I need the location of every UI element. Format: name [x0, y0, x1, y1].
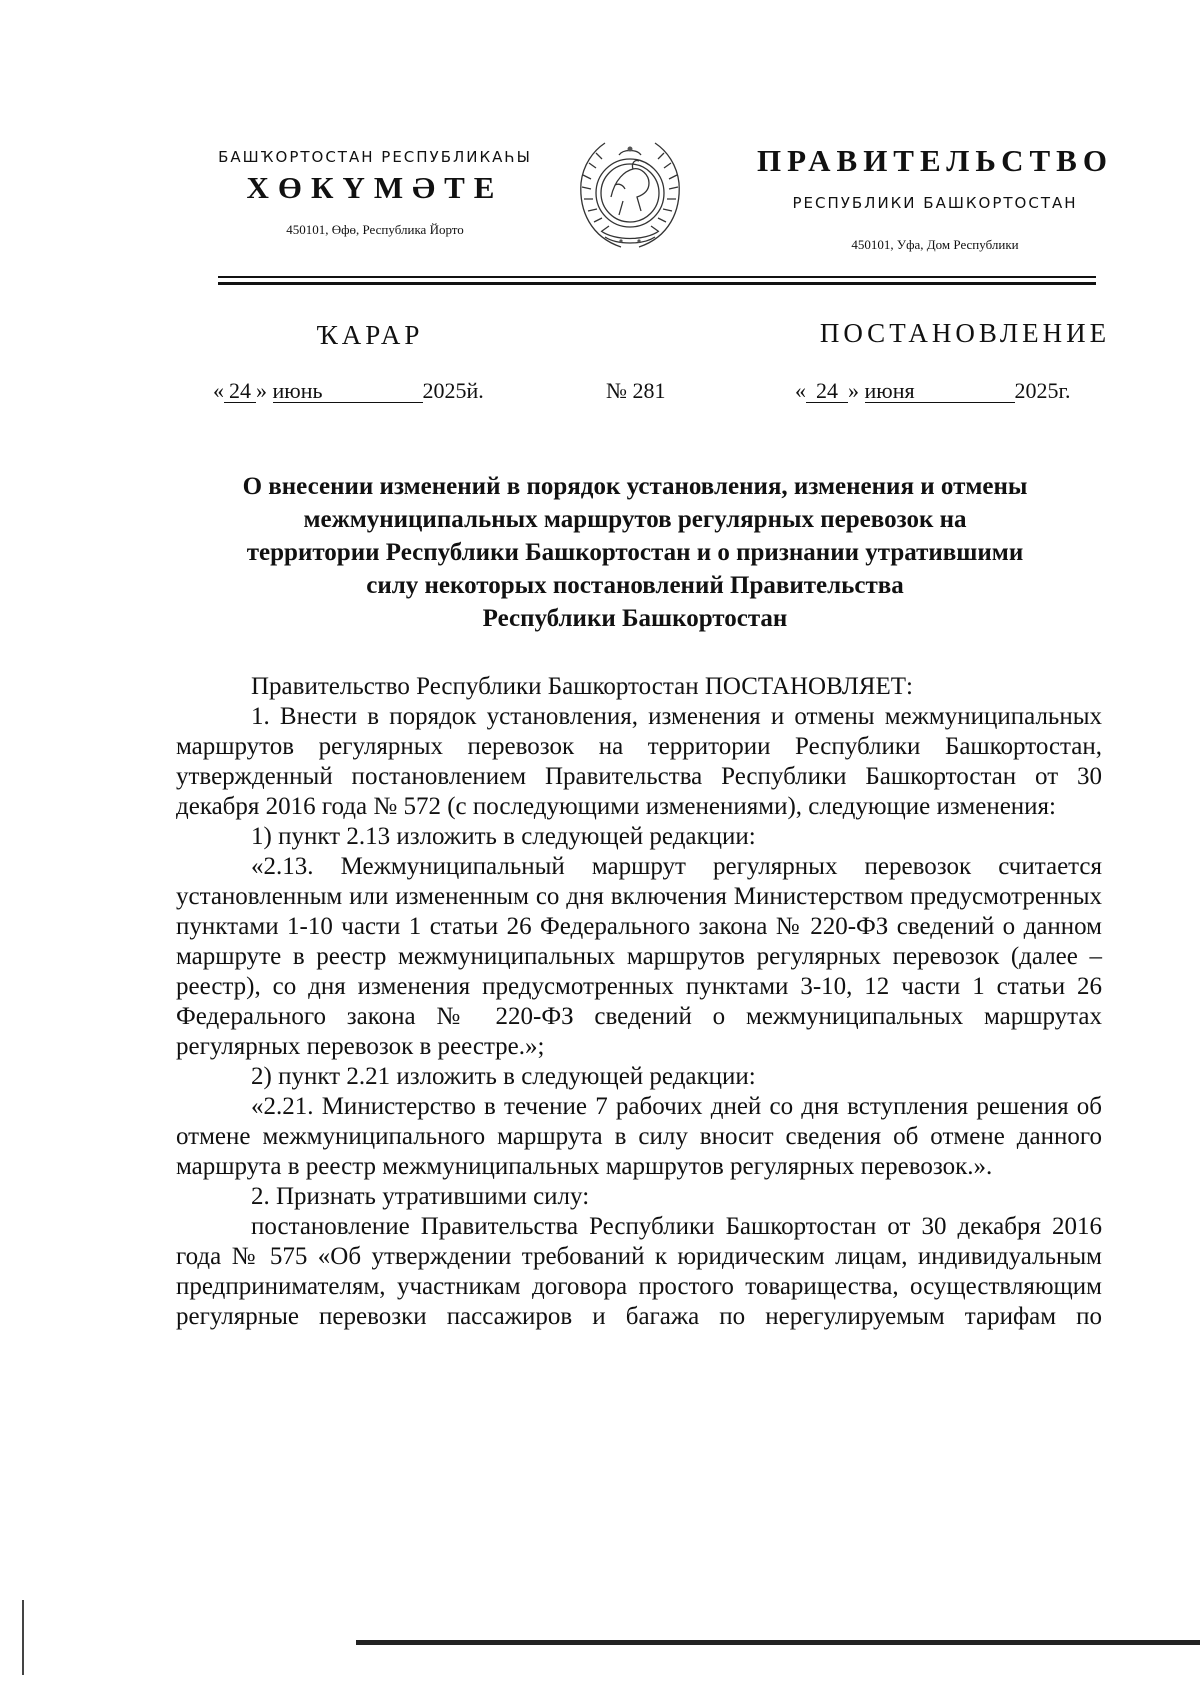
header-rule-thick: [218, 282, 1096, 285]
date-close-quote: »: [256, 378, 267, 403]
date-russian: [795, 378, 1071, 404]
body-paragraph-quote-2-13: «2.13. Межмуниципальный маршрут регулярных перевозок считается установленным или измененным со дня включения Министерством предусмотренных пунктами 1-10 части 1 статьи 26 Федерального закона № 220-ФЗ сведений о данном маршруте в реестр межмуниципальных маршрутов регулярных перевозок (далее – реестр), со дня изменения предусмотренных пунктами 3-10, 12 части 1 статьи 26 Федерального закона № 220-ФЗ сведений о межмуниципальных маршрутах регулярных перевозок в реестре.»;: [176, 853, 1102, 1060]
doc-kind-bashkir: ҠАРАР: [316, 320, 424, 350]
date-suffix: й.: [466, 378, 484, 403]
body-paragraph-preamble: Правительство Республики Башкортостан ПОСТАНОВЛЯЕТ:: [251, 673, 913, 700]
scan-edge-mark: [22, 1600, 24, 1675]
title-line: О внесении изменений в порядок установления, изменения и отмены: [242, 473, 1028, 500]
org-name-bashkir: БАШҠОРТОСТАН РЕСПУБЛИКАҺЫ: [218, 148, 532, 166]
coat-of-arms-icon: [571, 135, 689, 255]
date-open-quote: «: [213, 378, 224, 403]
date-month: июня: [865, 380, 1015, 403]
date-open-quote: «: [795, 378, 806, 403]
date-year: 2025: [422, 378, 467, 403]
date-suffix: г.: [1058, 378, 1071, 403]
org-address-russian: 450101, Уфа, Дом Республики: [851, 237, 1019, 252]
body-paragraph-quote-2-21: «2.21. Министерство в течение 7 рабочих дней со дня вступления решения об отмене межмуниципального маршрута в силу вносит сведения об отмене данного маршрута в реестр межмуниципальных маршрутов регулярных перевозок.».: [176, 1093, 1102, 1180]
document-title: [170, 470, 1100, 635]
org-title-russian: ПРАВИТЕЛЬСТВО: [757, 143, 1113, 178]
date-year: 2025: [1014, 378, 1059, 403]
body-paragraph-item-1: 1. Внести в порядок установления, изменения и отмены межмуниципальных маршрутов регулярных перевозок на территории Республики Башкортостан, утвержденный постановлением Правительства Республики Башкортостан от 30 декабря 2016 года № 572 (с последующими изменениями), следующие изменения:: [176, 703, 1102, 820]
body-paragraph-repeal: постановление Правительства Республики Башкортостан от 30 декабря 2016 года № 575 «Об утверждении требований к юридическим лицам, индивидуальным предпринимателям, участникам договора простого товарищества, осуществляющим регулярные перевозки пассажиров и багажа по нерегулируемым тарифам по: [176, 1213, 1102, 1330]
header-rule-thin: [218, 276, 1096, 278]
title-line: территории Республики Башкортостан и о признании утратившими: [246, 539, 1024, 566]
body-paragraph-sub-2: 2) пункт 2.21 изложить в следующей редакции:: [251, 1063, 756, 1090]
date-bashkir: [213, 378, 484, 404]
org-name-russian: РЕСПУБЛИКИ БАШКОРТОСТАН: [792, 194, 1078, 212]
body-paragraph-sub-1: 1) пункт 2.13 изложить в следующей редакции:: [251, 823, 756, 850]
document-body: [176, 672, 1102, 1332]
org-address-bashkir: 450101, Өфө, Республика Йорто: [286, 222, 464, 237]
date-close-quote: »: [848, 378, 859, 403]
date-month: июнь: [273, 380, 423, 403]
title-line: силу некоторых постановлений Правительства: [366, 572, 904, 599]
date-day: 24: [806, 380, 848, 403]
scan-edge-bar: [356, 1640, 1200, 1645]
title-line: межмуниципальных маршрутов регулярных перевозок на: [303, 506, 967, 533]
document-number: № 281: [606, 378, 666, 403]
org-title-bashkir: ХӨКҮМӘТЕ: [246, 170, 504, 205]
doc-kind-russian: ПОСТАНОВЛЕНИЕ: [819, 318, 1111, 348]
body-paragraph-item-2: 2. Признать утратившими силу:: [251, 1183, 590, 1210]
date-day: 24: [224, 380, 256, 403]
title-line: Республики Башкортостан: [482, 605, 788, 632]
